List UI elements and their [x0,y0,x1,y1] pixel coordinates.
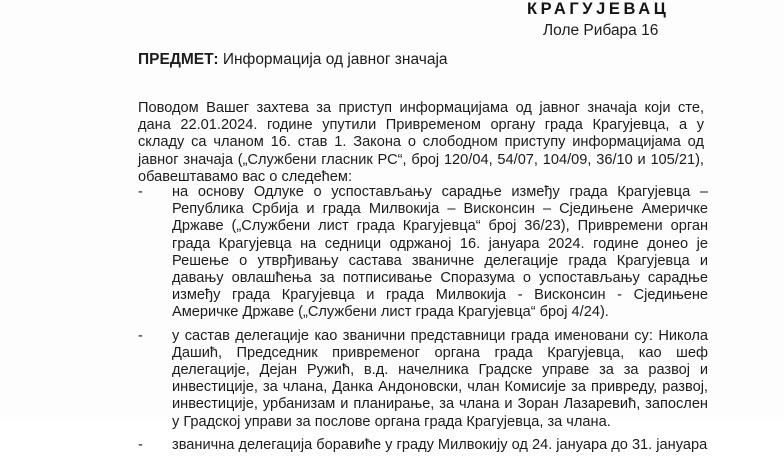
bullet-dash: - [138,436,143,453]
intro-paragraph-text: Поводом Вашег захтева за приступ информацијама од јавног значаја који сте, дана 22.01.2024. године упутили Привременом органу града Крагујевца, а у складу са чланом 16. став 1. Закона о слободном приступу информацијама од јавног значаја („Службени гласник РС“, број 120/04, 54/07, 104/09, 36/10 и 105/21), обавештавамо вас о следећем: [138,100,704,185]
bullet-dash: - [138,184,143,200]
intro-paragraph [138,100,704,186]
subject-label: ПРЕДМЕТ: [138,51,219,68]
list-item [138,184,708,322]
bullet-dash: - [138,327,143,344]
subject-line [138,51,448,69]
list-item [138,328,708,431]
list-item-text: званична делегација боравиће у граду Милвокију од 24. јануара до 31. јануара [172,436,708,453]
list-item-text: на основу Одлуке о успостављању сарадње између града Крагујевца – Република Србија и града Милвокија – Висконсин – Сједињене Америчке Државе („Службени лист града Крагујевца“ број 36/23), Привремени орган града Крагујевца на седници одржаној 16. јануара 2024. године донео је Решење о утврђивању састава званичне делегације града Крагујевца и давању овлашћења за потписивање Споразума о успостављању сарадње између града Крагујевца и града Милвокија - Висконсин - Сједињене Америчке Државе („Службени лист града Крагујевца“ број 4/24). [172,184,708,321]
address-line: Лоле Рибара 16 [543,22,659,39]
list-item-text: у састав делегације као званични представници града именовани су: Никола Дашић, Председник привременог органа града Крагујевца, као шеф делегације, Дејан Ружић, в.д. начелника Градске управе за за развој и инвестиције, за члана, Данка Андоновски, члан Комисије за привреду, развој, инвестиције, урбанизам и планирање, за члана и Зоран Лазаревић, запослен у Градској управи за послове органа града Крагујевца, за члана. [172,327,708,430]
city-heading: КРАГУЈЕВАЦ [527,0,670,18]
subject-text: Информација од јавног значаја [222,51,448,68]
bullet-list [138,184,708,460]
list-item [138,437,708,454]
